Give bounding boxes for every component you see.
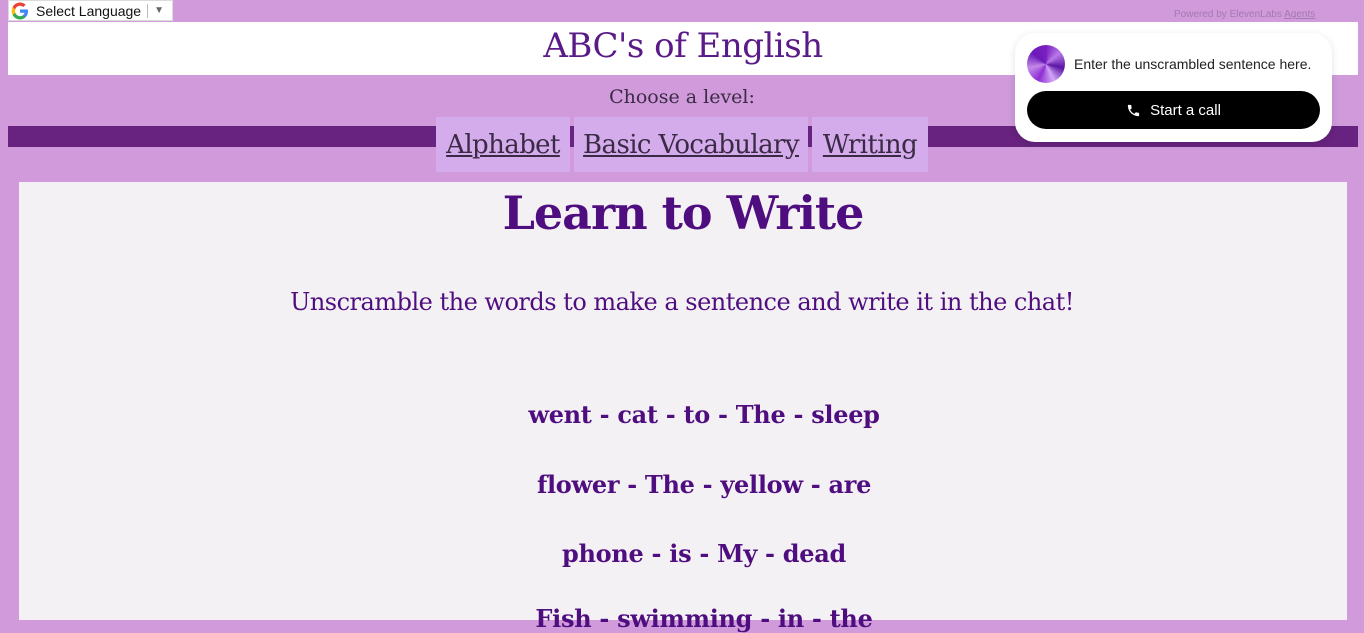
voice-agent-widget xyxy=(1015,33,1332,142)
start-call-label: Start a call xyxy=(1150,101,1221,119)
instructions: Unscramble the words to make a sentence and write it in the chat! xyxy=(290,288,1074,316)
powered-by-text: Powered by ElevenLabs xyxy=(1174,9,1282,20)
level-nav xyxy=(436,117,928,172)
level-link-writing[interactable]: Writing xyxy=(812,117,928,172)
scrambled-sentence: flower - The - yellow - are xyxy=(536,470,872,499)
powered-by xyxy=(1174,9,1315,20)
agents-link[interactable]: Agents xyxy=(1284,9,1316,20)
translate-widget[interactable] xyxy=(8,0,173,21)
scrambled-sentence: Fish - swimming - in - the xyxy=(535,604,873,633)
start-call-button[interactable] xyxy=(1027,91,1320,129)
phone-icon xyxy=(1126,102,1142,118)
level-link-basic-vocabulary[interactable]: Basic Vocabulary xyxy=(574,117,808,172)
site-title: ABC's of English xyxy=(543,26,823,66)
divider xyxy=(147,4,148,18)
page-heading: Learn to Write xyxy=(502,186,864,240)
scrambled-sentence: went - cat - to - The - sleep xyxy=(528,400,880,429)
translate-label: Select Language xyxy=(36,2,142,19)
widget-message: Enter the unscrambled sentence here. xyxy=(1074,56,1312,72)
google-g-icon xyxy=(10,1,30,21)
level-prompt: Choose a level: xyxy=(609,86,755,108)
dropdown-arrow-icon: ▼ xyxy=(154,5,164,16)
scrambled-sentence: phone - is - My - dead xyxy=(562,539,846,568)
agent-avatar xyxy=(1027,45,1065,83)
level-link-alphabet[interactable]: Alphabet xyxy=(436,117,570,172)
